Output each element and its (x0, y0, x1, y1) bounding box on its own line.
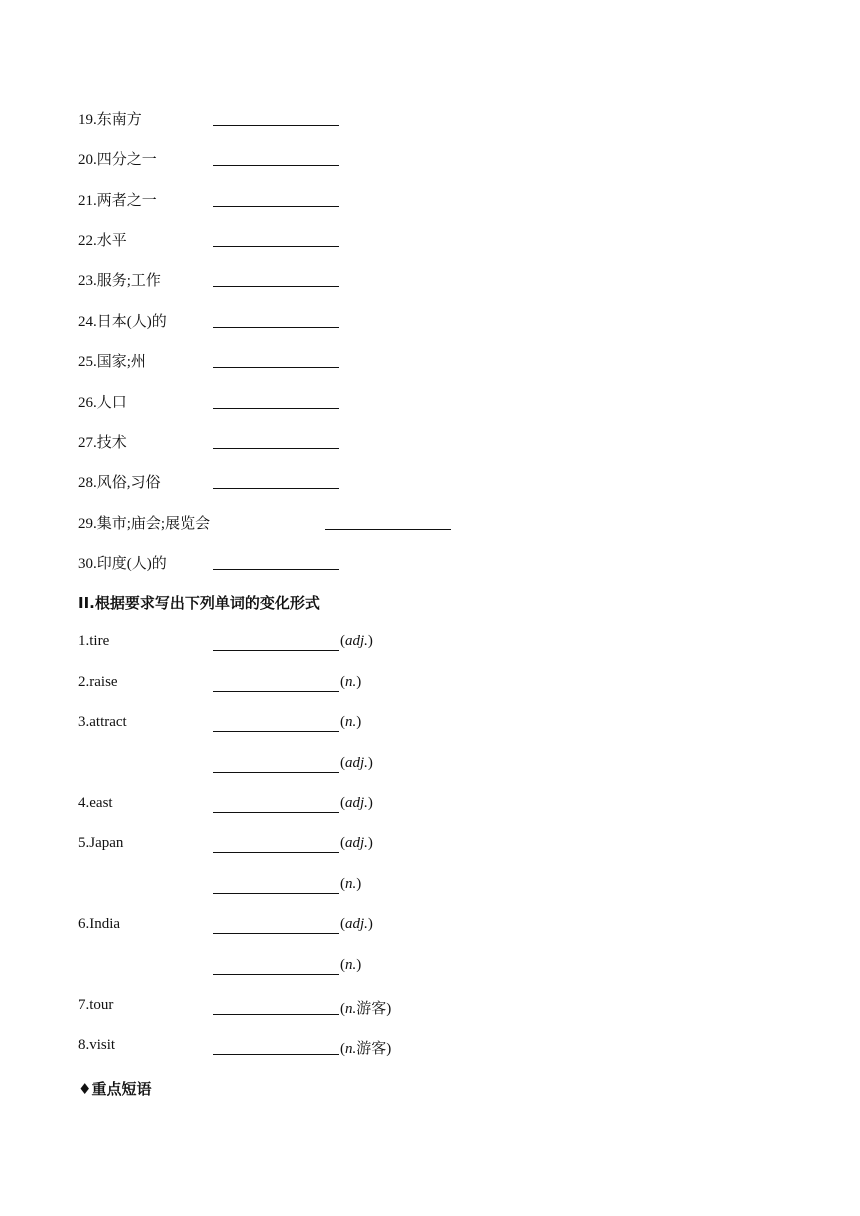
word-label: 2.raise (78, 674, 118, 690)
answer-blank[interactable] (213, 431, 339, 449)
part-of-speech-hint: (n.游客) (340, 1041, 392, 1057)
form-row (78, 835, 778, 857)
word-label: 7.tour (78, 997, 114, 1013)
answer-blank[interactable] (213, 957, 339, 975)
answer-blank[interactable] (213, 552, 339, 570)
vocab-label: 25.国家;州 (78, 354, 146, 370)
answer-blank[interactable] (213, 350, 339, 368)
part-of-speech-hint: (adj.) (340, 795, 373, 811)
answer-blank[interactable] (213, 835, 339, 853)
answer-blank[interactable] (213, 714, 339, 732)
word-label: 3.attract (78, 714, 127, 730)
vocab-row (78, 350, 778, 372)
answer-blank[interactable] (213, 795, 339, 813)
answer-blank[interactable] (213, 108, 339, 126)
answer-blank[interactable] (213, 916, 339, 934)
vocab-row (78, 229, 778, 251)
part-of-speech-hint: (n.) (340, 876, 362, 892)
vocab-label: 20.四分之一 (78, 152, 157, 168)
vocab-label: 28.风俗,习俗 (78, 475, 161, 491)
part-of-speech-hint: (n.) (340, 957, 362, 973)
part-of-speech-hint: (n.) (340, 714, 362, 730)
answer-blank[interactable] (325, 512, 451, 530)
form-row (78, 916, 778, 938)
part-of-speech-hint: (n.游客) (340, 1001, 392, 1017)
vocab-label: 29.集市;庙会;展览会 (78, 516, 211, 532)
part-of-speech-hint: (adj.) (340, 835, 373, 851)
form-row (78, 714, 778, 736)
form-row (78, 633, 778, 655)
vocab-label: 24.日本(人)的 (78, 314, 167, 330)
answer-blank[interactable] (213, 674, 339, 692)
answer-blank[interactable] (213, 633, 339, 651)
form-row (78, 1037, 778, 1059)
answer-blank[interactable] (213, 471, 339, 489)
part-of-speech-hint: (adj.) (340, 633, 373, 649)
answer-blank[interactable] (213, 148, 339, 166)
part-of-speech-hint: (adj.) (340, 755, 373, 771)
form-row (78, 997, 778, 1019)
answer-blank[interactable] (213, 229, 339, 247)
answer-blank[interactable] (213, 269, 339, 287)
vocab-row (78, 148, 778, 170)
vocab-label: 19.东南方 (78, 112, 142, 128)
vocab-label: 21.两者之一 (78, 193, 157, 209)
vocab-row (78, 269, 778, 291)
form-row (78, 795, 778, 817)
form-row (78, 755, 778, 777)
word-label: 6.India (78, 916, 121, 932)
word-label: 8.visit (78, 1037, 116, 1053)
answer-blank[interactable] (213, 1037, 339, 1055)
form-row (78, 876, 778, 898)
answer-blank[interactable] (213, 391, 339, 409)
vocab-row (78, 189, 778, 211)
answer-blank[interactable] (213, 755, 339, 773)
vocab-label: 30.印度(人)的 (78, 556, 167, 572)
vocab-row (78, 471, 778, 493)
word-label: 5.Japan (78, 835, 124, 851)
vocab-row (78, 391, 778, 413)
part-of-speech-hint: (n.) (340, 674, 362, 690)
section-heading: II.根据要求写出下列单词的变化形式 (78, 594, 320, 612)
answer-blank[interactable] (213, 310, 339, 328)
vocab-row (78, 552, 778, 574)
form-row (78, 674, 778, 696)
vocab-label: 23.服务;工作 (78, 273, 161, 289)
vocab-row (78, 108, 778, 130)
vocab-label: 27.技术 (78, 435, 127, 451)
vocab-row (78, 310, 778, 332)
word-label: 1.tire (78, 633, 110, 649)
answer-blank[interactable] (213, 876, 339, 894)
word-label: 4.east (78, 795, 113, 811)
answer-blank[interactable] (213, 189, 339, 207)
form-row (78, 957, 778, 979)
vocab-row (78, 512, 778, 534)
vocab-label: 22.水平 (78, 233, 127, 249)
part-of-speech-hint: (adj.) (340, 916, 373, 932)
key-phrases-heading: ♦重点短语 (78, 1080, 152, 1098)
vocab-label: 26.人口 (78, 395, 127, 411)
answer-blank[interactable] (213, 997, 339, 1015)
vocab-row (78, 431, 778, 453)
